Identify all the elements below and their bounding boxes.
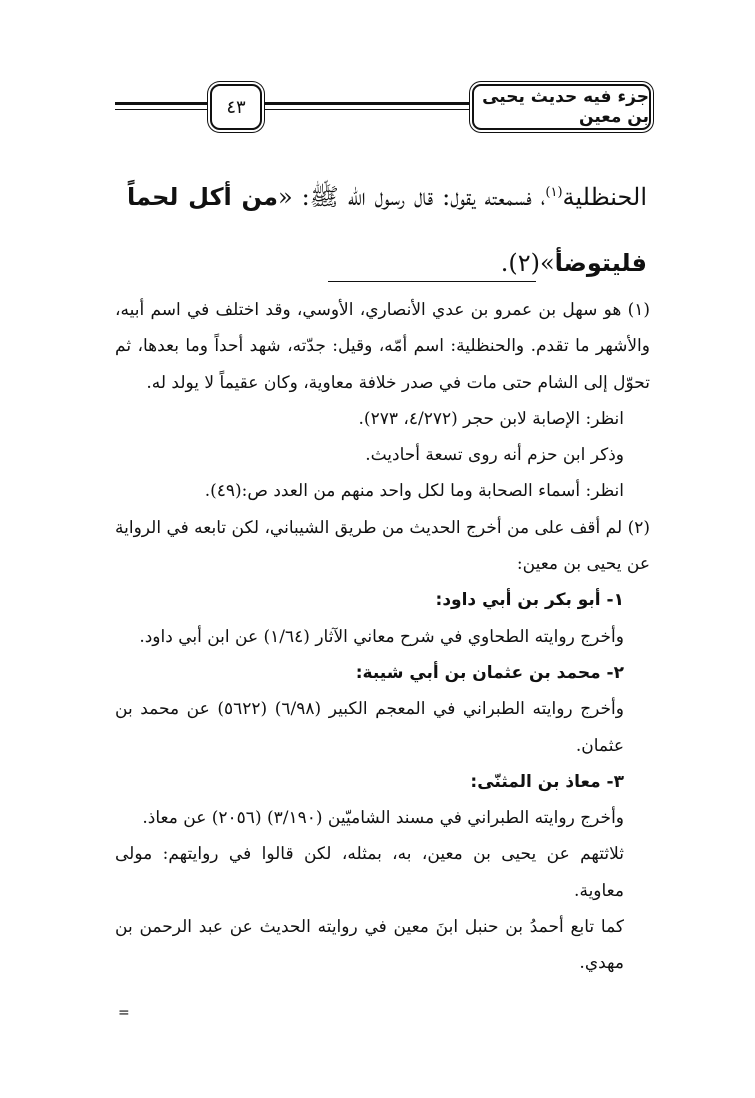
main-text-part: . [500, 249, 509, 277]
narrator-heading: ٣- معاذ بن المثنّى: [470, 771, 624, 792]
narrator-heading: ٢- محمد بن عثمان بن أبي شيبة: [355, 662, 624, 683]
footnote-line: كما تابع أحمدُ بن حنبل ابنَ معين في روايته الحديث عن عبد الرحمن بن مهدي. [115, 917, 624, 974]
page-header [115, 80, 651, 136]
footnote-ref-2: »(٢) [508, 249, 555, 277]
footnote-ref-1: (١) [545, 185, 563, 200]
footnote-1: (١) هو سهل بن عمرو بن عدي الأنصاري، الأوسي، وقد اختلف في اسم أبيه، والأشهر ما تقدم. والحنظلية: اسم أمّه، وقيل: جدّته، شهد أحداً وما بعدها، ثم تحوّل إلى الشام حتى مات في صدر خلافة معاوية، وكان عقيماً لا يولد له. [115, 300, 650, 393]
footnote-line: وأخرج روايته الطبراني في مسند الشاميّين (٣/١٩٠) (٢٠٥٦) عن معاذ. [142, 808, 624, 829]
footnote-line: ثلاثتهم عن يحيى بن معين، به، بمثله، لكن قالوا في روايتهم: مولى معاوية. [115, 844, 624, 901]
main-text [127, 160, 647, 296]
footnote-line: انظر: أسماء الصحابة وما لكل واحد منهم من العدد ص:(٤٩). [204, 481, 624, 502]
main-text-part: ، فسمعته يقول: قال رسول الله ﷺ: « [277, 183, 546, 211]
narrator-heading: ١- أبو بكر بن أبي داود: [435, 590, 624, 611]
footnote-line: وأخرج روايته الطحاوي في شرح معاني الآثار (١/٦٤) عن ابن أبي داود. [139, 626, 624, 647]
hadith-text: فليتوضأ [554, 249, 647, 277]
continuation-mark: = [118, 1005, 130, 1021]
hadith-text: من أكل لحماً [127, 183, 278, 211]
footnote-line: وأخرج روايته الطبراني في المعجم الكبير (٦/٩٨) (٥٦٢٢) عن محمد بن عثمان. [115, 699, 624, 756]
footnote-separator [328, 281, 536, 282]
footnotes [115, 292, 650, 982]
book-title: جزء فيه حديث يحيى بن معين [472, 84, 651, 130]
main-text-part: الحنظلية [562, 183, 647, 211]
page-number: ٤٣ [210, 84, 262, 130]
footnote-line: وذكر ابن حزم أنه روى تسعة أحاديث. [365, 445, 624, 466]
footnote-line: انظر: الإصابة لابن حجر (٤/٢٧٢، ٢٧٣). [358, 408, 624, 429]
footnote-2: (٢) لم أقف على من أخرج الحديث من طريق الشيباني، لكن تابعه في الرواية عن يحيى بن معين: [115, 517, 650, 575]
